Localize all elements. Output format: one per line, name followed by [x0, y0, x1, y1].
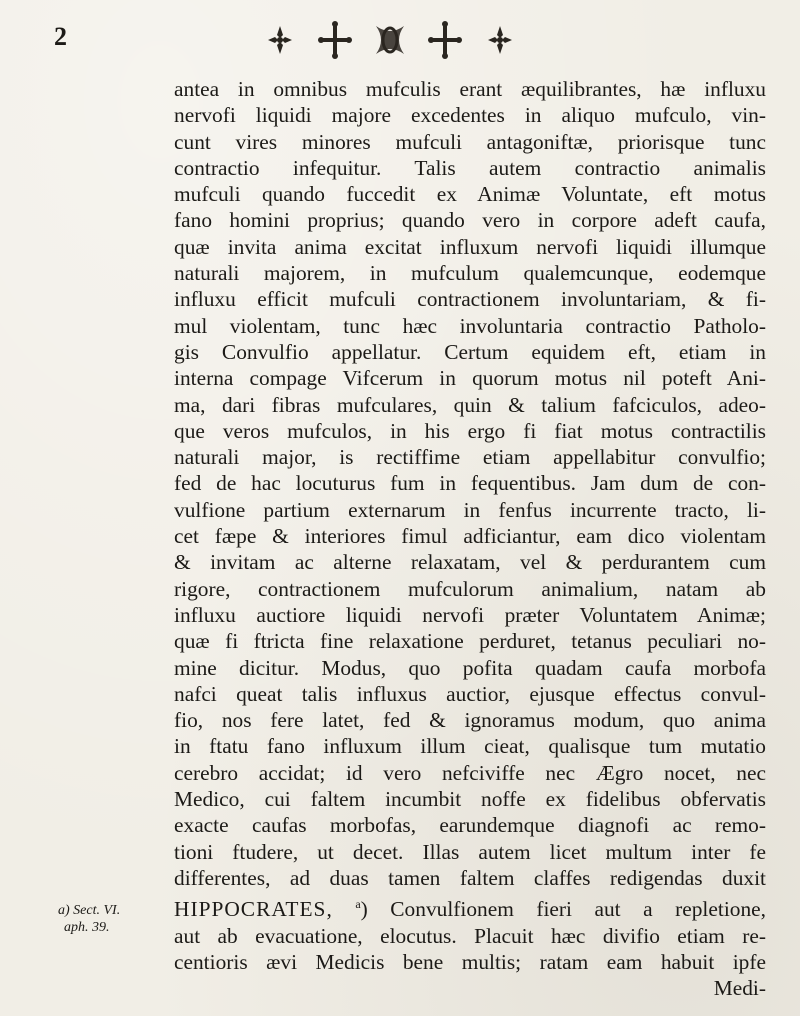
text-line: aut ab evacuatione, elocutus. Placuit hæc divifio etiam re-: [174, 923, 766, 948]
text-line: in ftatu fano influxum illum cieat, qualisque tum mutatio: [174, 734, 766, 759]
text-line: que veros mufculos, in his ergo fi fiat motus contractilis: [174, 418, 766, 443]
hippocrates-line-rest: ) Convulfionem fieri aut a repletione,: [360, 897, 766, 922]
text-line: interna compage Vifcerum in quorum motus nil poteft Ani-: [174, 366, 766, 391]
text-line: naturali majorem, in mufculum qualemcunque, eodemque: [174, 261, 766, 286]
margin-note: [58, 902, 168, 936]
text-line: rigore, contractionem mufculorum animalium, natam ab: [174, 576, 766, 601]
text-line: cet fæpe & interiores fimul adficiantur, eam dico violentam: [174, 524, 766, 549]
text-line: tioni ftudere, ut decet. Illas autem licet multum inter fe: [174, 839, 766, 864]
text-line: nafci queat talis influxus auctior, ejusque effectus convul-: [174, 681, 766, 706]
margin-note-line-1: a) Sect. VI.: [58, 903, 121, 918]
text-line: mul violentam, tunc hæc involuntaria contractio Patholo-: [174, 313, 766, 338]
text-line: gis Convulfio appellatur. Certum equidem eft, etiam in: [174, 339, 766, 364]
text-line: naturali major, is rectiffime etiam appellabitur convulfio;: [174, 445, 766, 470]
body-text: [174, 76, 766, 1002]
text-line: fed de hac locuturus fum in fequentibus. Jam dum de con-: [174, 471, 766, 496]
text-line: Medico, cui faltem incumbit noffe ex fidelibus obfervatis: [174, 787, 766, 812]
page-number: 2: [54, 22, 67, 51]
text-line: fio, nos fere latet, fed & ignoramus modum, quo anima: [174, 708, 766, 733]
catchword: Medi-: [713, 976, 766, 1001]
text-line: & invitam ac alterne relaxatam, vel & perdurantem cum: [174, 550, 766, 575]
text-line: influxu auctiore liquidi nervofi præter Voluntatem Animæ;: [174, 602, 766, 627]
text-line: differentes, ad duas tamen faltem claffes redigendas duxit: [174, 865, 766, 890]
text-line: mufculi quando fuccedit ex Animæ Voluntate, eft motus: [174, 182, 766, 207]
margin-note-line-2: aph. 39.: [64, 920, 110, 935]
text-line: ma, dari fibras mufculares, quin & talium fafciculos, adeo-: [174, 392, 766, 417]
text-line: quæ fi ftricta fine relaxatione perduret, tetanus peculiari no-: [174, 629, 766, 654]
text-line: vulfione partium externarum in fenfus incurrente tracto, li-: [174, 497, 766, 522]
text-line: quæ invita anima excitat influxum nervofi liquidi illumque: [174, 234, 766, 259]
text-line: cunt vires minores mufculi antagoniftæ, priorisque tunc: [174, 129, 766, 154]
hippocrates-line: [174, 891, 766, 922]
text-line: nervofi liquidi majore excedentes in aliquo mufculo, vin-: [174, 103, 766, 128]
footnote-mark: a: [355, 897, 361, 912]
text-line: influxu efficit mufculi contractionem involuntariam, & fi-: [174, 287, 766, 312]
text-line: exacte caufas morbofas, earundemque diagnofi ac remo-: [174, 813, 766, 838]
printer-ornament-icon: [210, 18, 570, 62]
text-line: centioris ævi Medicis bene multis; ratam eam habuit ipfe: [174, 949, 766, 974]
author-name: HIPPOCRATES,: [174, 897, 333, 922]
text-line: cerebro accidat; id vero nefciviffe nec Ægro nocet, nec: [174, 760, 766, 785]
text-line: mine dicitur. Modus, quo pofita quadam caufa morbofa: [174, 655, 766, 680]
text-line: antea in omnibus mufculis erant æquilibrantes, hæ influxu: [174, 77, 766, 101]
text-line: contractio infequitur. Talis autem contractio animalis: [174, 155, 766, 180]
text-line: fano homini proprius; quando vero in corpore adeft caufa,: [174, 208, 766, 233]
